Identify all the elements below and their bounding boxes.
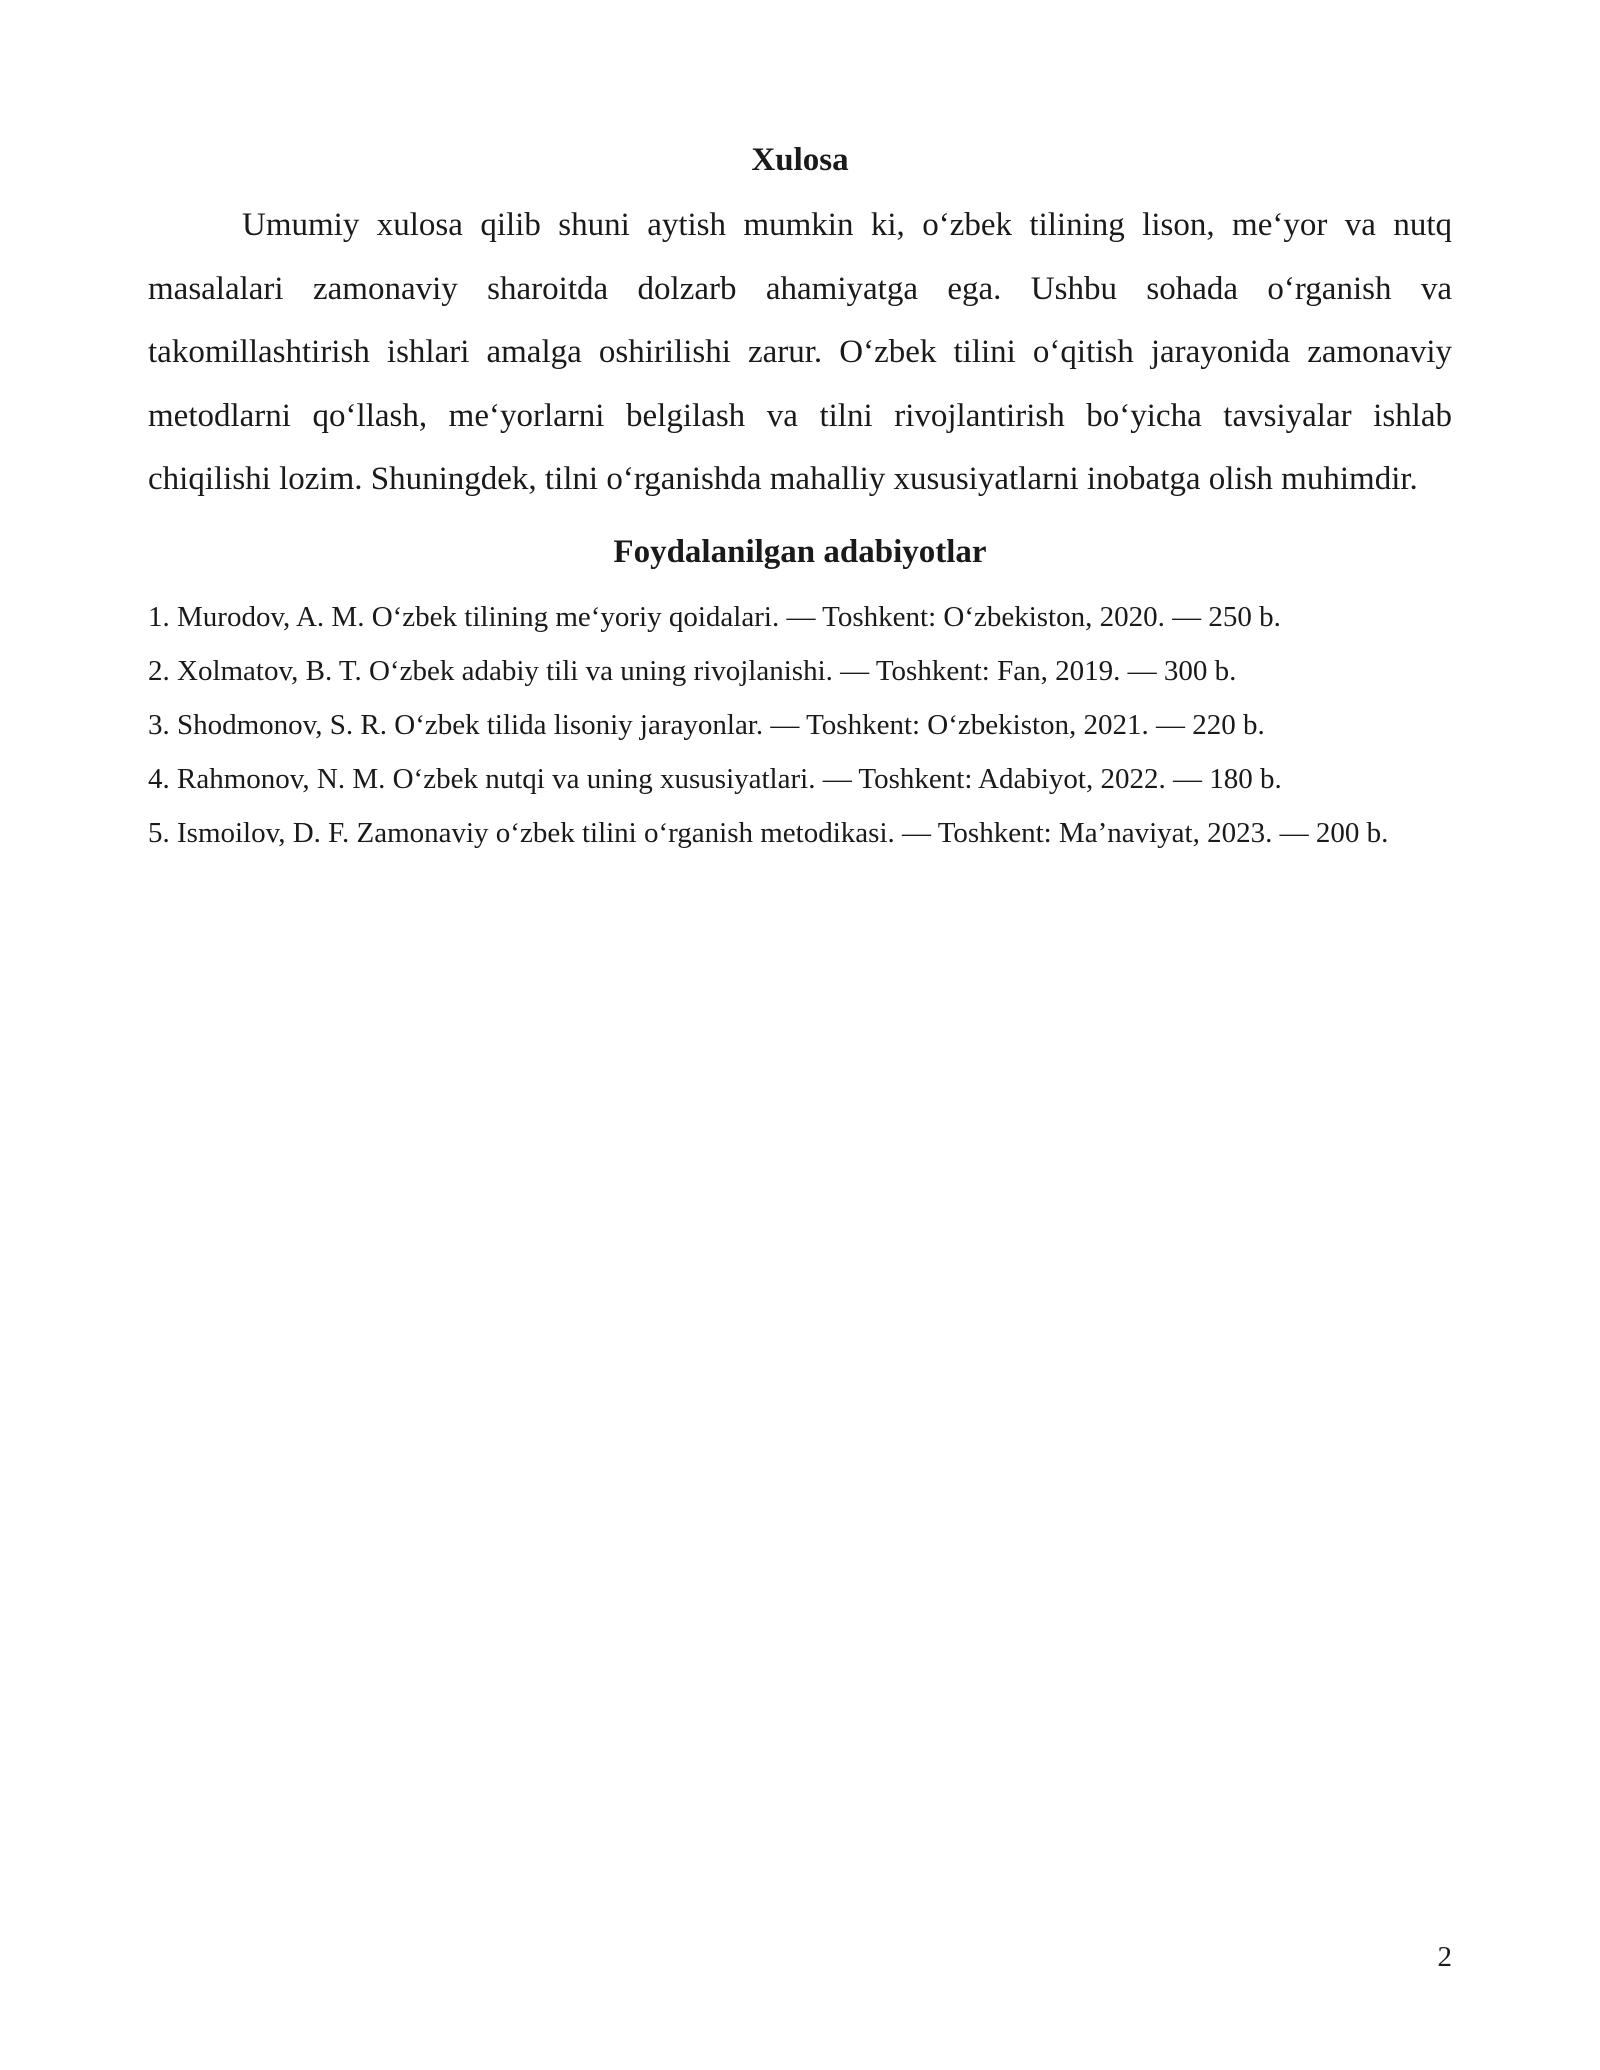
conclusion-paragraph: Umumiy xulosa qilib shuni aytish mumkin ki, o‘zbek tilining lison, me‘yor va nutq masalalari zamonaviy sharoitda dolzarb ahamiyatga ega. Ushbu sohada o‘rganish va takomillashtirish ishlari amalga oshirilishi zarur. O‘zbek tilini o‘qitish jarayonida zamonaviy metodlarni qo‘llash, me‘yorlarni belgilash va tilni rivojlantirish bo‘yicha tavsiyalar ishlab chiqilishi lozim. Shuningdek, tilni o‘rganishda mahalliy xususiyatlarni inobatga olish muhimdir.: [148, 207, 1452, 497]
reference-item: 4. Rahmonov, N. M. O‘zbek nutqi va uning xususiyatlari. — Toshkent: Adabiyot, 2022. — 180 b.: [148, 762, 1282, 795]
references-list: [148, 590, 1452, 860]
reference-item: 3. Shodmonov, S. R. O‘zbek tilida lisoniy jarayonlar. — Toshkent: O‘zbekiston, 2021. — 220 b.: [148, 708, 1265, 741]
conclusion-title: Xulosa: [751, 142, 849, 178]
references-title: Foydalanilgan adabiyotlar: [613, 533, 987, 570]
reference-item: 2. Xolmatov, B. T. O‘zbek adabiy tili va uning rivojlanishi. — Toshkent: Fan, 2019. — 300 b.: [148, 654, 1237, 687]
page-content: [148, 140, 1452, 860]
page-number: 2: [1437, 1941, 1452, 1973]
reference-item: 5. Ismoilov, D. F. Zamonaviy o‘zbek tilini o‘rganish metodikasi. — Toshkent: Ma’naviyat, 2023. — 200 b.: [148, 816, 1389, 849]
reference-item: 1. Murodov, A. M. O‘zbek tilining me‘yoriy qoidalari. — Toshkent: O‘zbekiston, 2020. — 250 b.: [148, 600, 1281, 633]
